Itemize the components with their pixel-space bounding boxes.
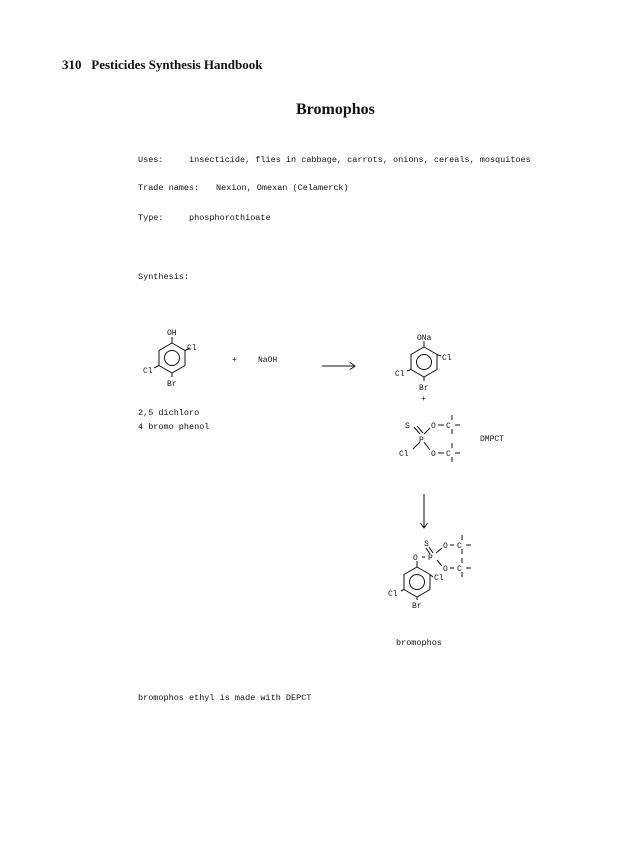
dmpct-po-bond-1 bbox=[424, 428, 430, 434]
product-o-link-label: O bbox=[413, 554, 418, 563]
reactant-cl-label-2: Cl bbox=[143, 367, 153, 376]
product-o-label-2: O bbox=[443, 565, 448, 574]
product-c-label-1: C bbox=[457, 542, 462, 551]
product-cl-label-1: Cl bbox=[434, 574, 444, 583]
product-po-bond-1 bbox=[436, 548, 442, 553]
reactant-br-label: Br bbox=[167, 380, 177, 389]
reactant-name-line1: 2,5 dichloro bbox=[138, 408, 200, 418]
salt-cl-label-2: Cl bbox=[395, 370, 405, 379]
salt-br-label: Br bbox=[419, 384, 429, 393]
product-s-label: S bbox=[424, 540, 429, 549]
dmpct-s-label: S bbox=[405, 422, 410, 431]
product-cl-bond-2 bbox=[401, 590, 404, 592]
product-o-label-1: O bbox=[443, 542, 448, 551]
reactant-name-line2: 4 bromo phenol bbox=[138, 422, 210, 432]
plus-sign-1: + bbox=[232, 356, 237, 365]
reactant-cl-label-1: Cl bbox=[187, 344, 197, 353]
salt-aromatic-circle bbox=[417, 355, 432, 370]
type-label: Type: bbox=[138, 213, 164, 223]
product-c-label-2: C bbox=[457, 565, 462, 574]
salt-benzene-ring bbox=[411, 347, 437, 377]
product-br-label: Br bbox=[412, 602, 422, 611]
compound-title: Bromophos bbox=[296, 101, 375, 118]
dmpct-label: DMPCT bbox=[480, 435, 505, 444]
trade-names-value: Nexion, Omexan (Celamerck) bbox=[216, 183, 349, 193]
type-value: phosphorothioate bbox=[189, 213, 271, 223]
reactant-oh-label: OH bbox=[167, 329, 177, 338]
dmpct-o-label-2: O bbox=[431, 450, 436, 459]
book-title: Pesticides Synthesis Handbook bbox=[91, 57, 263, 72]
reactant-benzene-ring bbox=[159, 343, 185, 373]
salt-cl-bond-1 bbox=[437, 355, 441, 357]
dmpct-p-label: P bbox=[419, 436, 424, 445]
dmpct-c-label-2: C bbox=[446, 450, 451, 459]
uses-value: insecticide, flies in cabbage, carrots, onions, cereals, mosquitoes bbox=[189, 155, 531, 165]
plus-sign-2: + bbox=[421, 395, 426, 404]
footnote: bromophos ethyl is made with DEPCT bbox=[138, 693, 312, 703]
product-cl-label-2: Cl bbox=[388, 590, 398, 599]
product-aromatic-circle bbox=[410, 575, 425, 590]
product-po-bond-2 bbox=[437, 560, 442, 566]
synthesis-label: Synthesis: bbox=[138, 272, 190, 282]
product-p-label: P bbox=[428, 554, 433, 563]
salt-cl-bond-2 bbox=[407, 370, 411, 372]
product-benzene-ring bbox=[404, 567, 430, 597]
dmpct-c-label-1: C bbox=[446, 422, 451, 431]
salt-ona-label: ONa bbox=[417, 334, 432, 343]
reactant-cl-bond-2 bbox=[154, 366, 159, 369]
dmpct-po-bond-2 bbox=[424, 442, 430, 450]
product-ps-double-bond-b bbox=[429, 547, 433, 553]
dmpct-o-label-1: O bbox=[431, 422, 436, 431]
uses-label: Uses: bbox=[138, 155, 164, 165]
naoh-label: NaOH bbox=[258, 356, 278, 365]
product-name: bromophos bbox=[396, 638, 442, 648]
salt-cl-label-1: Cl bbox=[442, 354, 452, 363]
dmpct-cl-label: Cl bbox=[399, 450, 409, 459]
page-number: 310 bbox=[62, 57, 82, 72]
trade-names-label: Trade names: bbox=[138, 183, 200, 193]
reactant-aromatic-circle bbox=[165, 351, 180, 366]
